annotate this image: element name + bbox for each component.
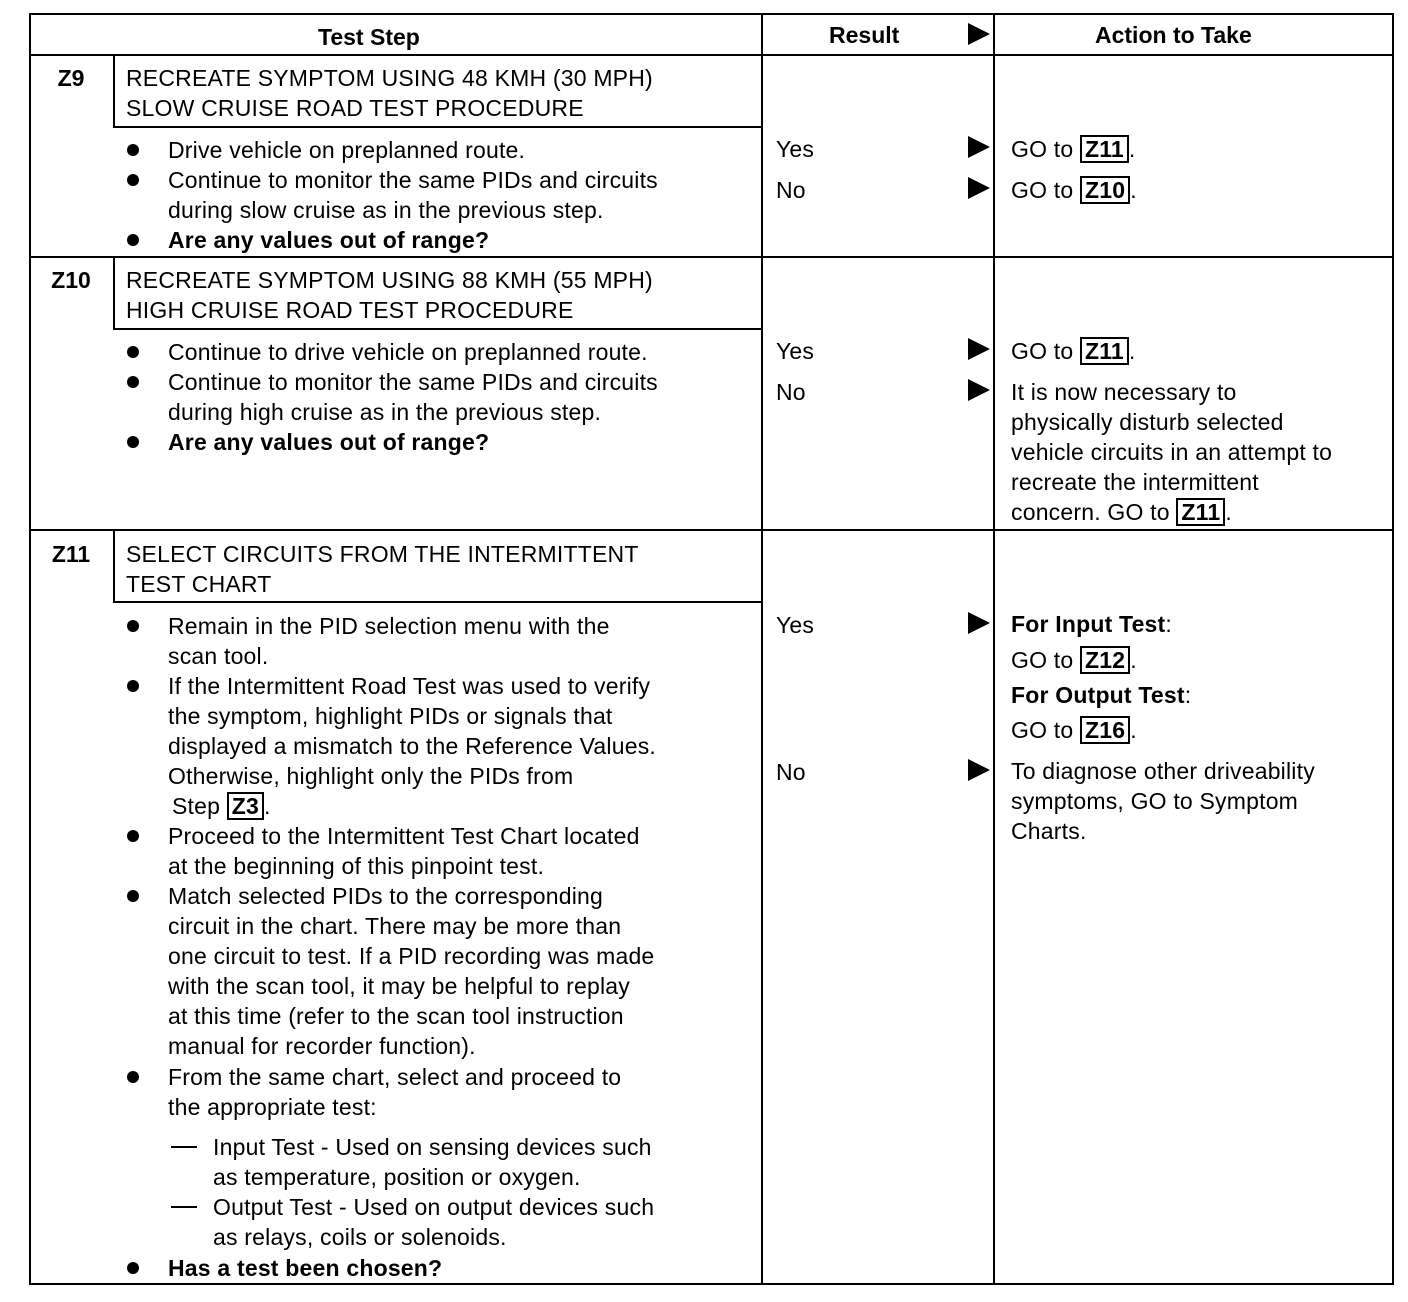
z11-title-underline	[113, 601, 762, 603]
z11-bullet-5-line-1: From the same chart, select and proceed to	[168, 1064, 622, 1090]
z10-title-underline	[113, 328, 762, 330]
z11-input-step-ref[interactable]: Z12	[1080, 646, 1130, 674]
dash-icon	[171, 1146, 197, 1148]
z11-input-goto	[1011, 645, 1137, 675]
z11-bullet-4-line-6: manual for recorder function).	[168, 1033, 476, 1059]
z11-result-no: No	[776, 759, 806, 785]
z11-input-suffix: .	[1130, 647, 1137, 673]
z11-bullet-2-line-3: displayed a mismatch to the Reference Values.	[168, 733, 656, 759]
z10-bullet-2-line-1: Continue to monitor the same PIDs and circuits	[168, 369, 658, 395]
z9-action-no-prefix: GO to	[1011, 177, 1074, 203]
z9-action-no	[1011, 175, 1137, 205]
z11-sub-input-line-1: Input Test - Used on sensing devices such	[213, 1134, 652, 1160]
z11-action-no-line-1: To diagnose other driveability	[1011, 758, 1315, 784]
bullet-icon	[127, 620, 139, 632]
z11-bullet-1-line-1: Remain in the PID selection menu with the	[168, 613, 610, 639]
z11-input-test-label-text: For Input Test	[1011, 611, 1166, 637]
z10-action-no-line-2: physically disturb selected	[1011, 409, 1284, 435]
z10-no-step-ref[interactable]: Z11	[1176, 498, 1225, 526]
table-border-left	[29, 13, 31, 1285]
z11-title-line-2: TEST CHART	[126, 571, 272, 597]
bullet-icon	[127, 144, 139, 156]
z11-bullet-2-line-2: the symptom, highlight PIDs or signals that	[168, 703, 613, 729]
z10-bullet-2-line-2: during high cruise as in the previous step.	[168, 399, 602, 425]
bullet-icon	[127, 1262, 139, 1274]
table-border-top	[29, 13, 1394, 15]
step-id-z10: Z10	[51, 267, 91, 293]
z10-action-yes	[1011, 336, 1136, 366]
z9-action-yes	[1011, 134, 1136, 164]
z11-action-no-line-2: symptoms, GO to Symptom	[1011, 788, 1299, 814]
row-divider-z10-z11	[29, 529, 1394, 531]
z9-action-yes-prefix: GO to	[1011, 136, 1074, 162]
z10-action-no-line-4: recreate the intermittent	[1011, 469, 1259, 495]
z11-bullet-3-line-1: Proceed to the Intermittent Test Chart located	[168, 823, 640, 849]
z11-bullet-1-line-2: scan tool.	[168, 643, 269, 669]
bullet-icon	[127, 830, 139, 842]
z10-id-divider	[113, 256, 115, 330]
z10-yes-step-ref[interactable]: Z11	[1080, 337, 1129, 365]
bullet-icon	[127, 346, 139, 358]
z11-bullet-5-line-2: the appropriate test:	[168, 1094, 377, 1120]
z11-step-z3-suffix: .	[263, 793, 271, 819]
z10-action-no-line-1: It is now necessary to	[1011, 379, 1237, 405]
table-border-right	[1392, 13, 1394, 1285]
z10-bullet-1: Continue to drive vehicle on preplanned route.	[168, 339, 648, 365]
z10-title-line-1: RECREATE SYMPTOM USING 88 KMH (55 MPH)	[126, 267, 653, 293]
z11-output-suffix: .	[1130, 717, 1137, 743]
z11-step-z3-ref[interactable]: Z3	[227, 792, 264, 820]
z11-bullet-4-line-3: one circuit to test. If a PID recording was made	[168, 943, 655, 969]
z11-output-test-label-text: For Output Test	[1011, 682, 1185, 708]
header-action-to-take: Action to Take	[1095, 22, 1252, 48]
z11-sub-output-line-2: as relays, coils or solenoids.	[213, 1224, 507, 1250]
z11-input-test-label	[1011, 609, 1172, 639]
z11-bullet-2-line-1: If the Intermittent Road Test was used to verify	[168, 673, 651, 699]
z9-bullet-2-line-2: during slow cruise as in the previous step.	[168, 197, 604, 223]
step-id-z11: Z11	[51, 541, 91, 567]
header-arrow-icon	[968, 23, 990, 45]
z10-no-arrow-icon	[968, 379, 990, 401]
z11-title-line-1: SELECT CIRCUITS FROM THE INTERMITTENT	[126, 541, 639, 567]
z9-no-step-ref[interactable]: Z10	[1080, 176, 1130, 204]
z10-title-line-2: HIGH CRUISE ROAD TEST PROCEDURE	[126, 297, 574, 323]
z10-action-no-line-3: vehicle circuits in an attempt to	[1011, 439, 1333, 465]
bullet-icon	[127, 174, 139, 186]
z11-bullet-2-line-5	[172, 791, 271, 821]
z10-no-suffix: .	[1225, 499, 1232, 525]
z10-action-no-last-prefix: concern. GO to	[1011, 499, 1170, 525]
z9-yes-step-ref[interactable]: Z11	[1080, 135, 1129, 163]
z9-title-line-1: RECREATE SYMPTOM USING 48 KMH (30 MPH)	[126, 65, 653, 91]
bullet-icon	[127, 376, 139, 388]
z11-bullet-4-line-2: circuit in the chart. There may be more than	[168, 913, 622, 939]
z11-bullet-4-line-1: Match selected PIDs to the corresponding	[168, 883, 604, 909]
bullet-icon	[127, 436, 139, 448]
z11-bullet-4-line-5: at this time (refer to the scan tool instruction	[168, 1003, 624, 1029]
column-divider-result-action	[993, 13, 995, 1285]
bullet-icon	[127, 234, 139, 246]
z11-id-divider	[113, 529, 115, 603]
z10-yes-arrow-icon	[968, 338, 990, 360]
z11-output-step-ref[interactable]: Z16	[1080, 716, 1130, 744]
z9-no-arrow-icon	[968, 177, 990, 199]
z11-sub-output-line-1: Output Test - Used on output devices such	[213, 1194, 655, 1220]
z10-result-yes: Yes	[776, 338, 815, 364]
bullet-icon	[127, 680, 139, 692]
z11-bullet-2-line-4: Otherwise, highlight only the PIDs from	[168, 763, 574, 789]
z9-yes-arrow-icon	[968, 136, 990, 158]
z11-action-no-line-3: Charts.	[1011, 818, 1087, 844]
z10-question: Are any values out of range?	[168, 429, 490, 455]
z9-bullet-1: Drive vehicle on preplanned route.	[168, 137, 526, 163]
z9-no-suffix: .	[1130, 177, 1137, 203]
z11-sub-input-line-2: as temperature, position or oxygen.	[213, 1164, 581, 1190]
z9-title-underline	[113, 126, 762, 128]
z9-question: Are any values out of range?	[168, 227, 490, 253]
z11-input-colon: :	[1165, 611, 1173, 637]
z9-result-yes: Yes	[776, 136, 815, 162]
column-divider-step-result	[761, 13, 763, 1285]
z9-result-no: No	[776, 177, 806, 203]
z11-bullet-3-line-2: at the beginning of this pinpoint test.	[168, 853, 545, 879]
z10-action-no-line-5	[1011, 497, 1232, 527]
z11-step-word: Step	[172, 793, 221, 819]
z9-id-divider	[113, 54, 115, 128]
z11-output-colon: :	[1184, 682, 1192, 708]
z11-output-test-label	[1011, 680, 1191, 710]
z11-yes-arrow-icon	[968, 612, 990, 634]
bullet-icon	[127, 1071, 139, 1083]
z11-output-goto	[1011, 715, 1137, 745]
header-test-step: Test Step	[318, 24, 420, 50]
dash-icon	[171, 1206, 197, 1208]
z11-input-prefix: GO to	[1011, 647, 1074, 673]
z11-question: Has a test been chosen?	[168, 1255, 443, 1281]
step-id-z9: Z9	[57, 65, 85, 91]
z10-yes-suffix: .	[1128, 338, 1136, 364]
z9-title-line-2: SLOW CRUISE ROAD TEST PROCEDURE	[126, 95, 584, 121]
z9-yes-suffix: .	[1128, 136, 1136, 162]
row-divider-z9-z10	[29, 256, 1394, 258]
z10-result-no: No	[776, 379, 806, 405]
bullet-icon	[127, 890, 139, 902]
table-border-bottom	[29, 1283, 1394, 1285]
z11-output-prefix: GO to	[1011, 717, 1074, 743]
z11-result-yes: Yes	[776, 612, 815, 638]
z11-bullet-4-line-4: with the scan tool, it may be helpful to replay	[168, 973, 630, 999]
header-result: Result	[829, 22, 900, 48]
z10-action-yes-prefix: GO to	[1011, 338, 1074, 364]
header-divider	[29, 54, 1394, 56]
z9-bullet-2-line-1: Continue to monitor the same PIDs and circuits	[168, 167, 658, 193]
z11-no-arrow-icon	[968, 759, 990, 781]
